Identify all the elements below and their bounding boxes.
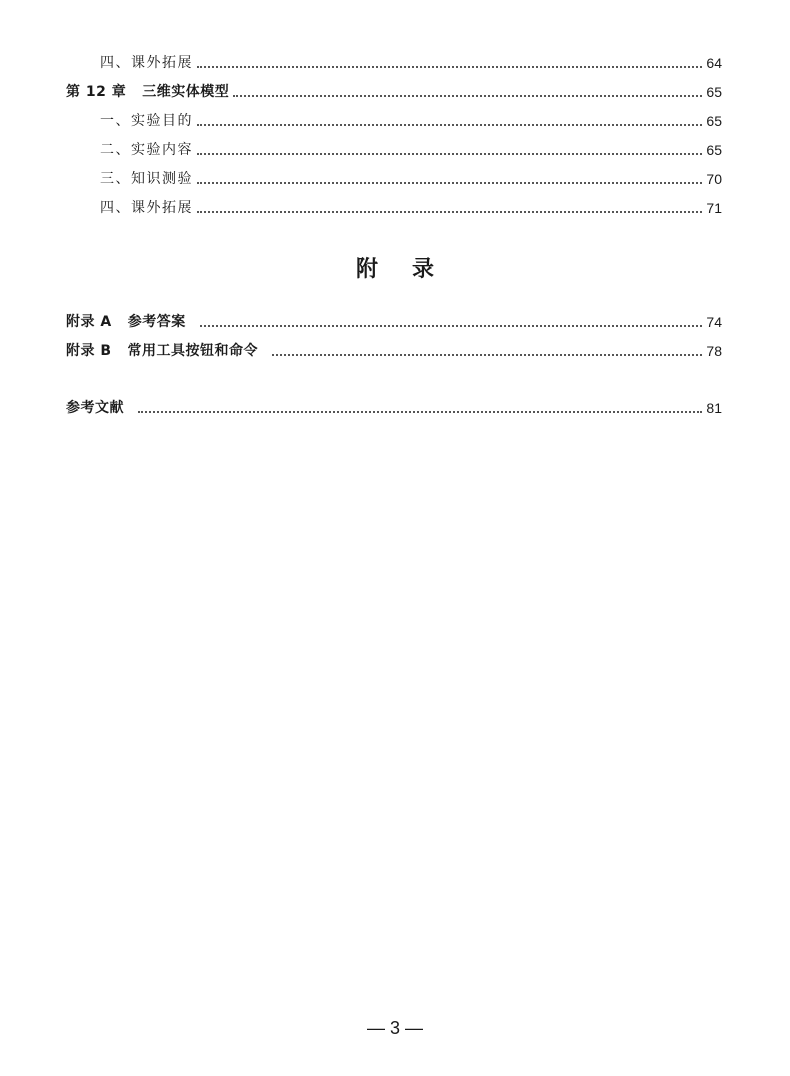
toc-entry-label: 四、课外拓展 [100, 200, 193, 216]
appendix-heading: 附录 [355, 257, 468, 282]
leader-dots [233, 95, 702, 97]
leader-dots [272, 354, 702, 356]
toc-chapter-label [66, 82, 229, 102]
toc-entry[interactable] [100, 198, 722, 218]
chapter-number: 第 12 章 [66, 84, 127, 100]
appendix-title: 参考答案 [127, 314, 186, 330]
leader-dots [197, 124, 702, 126]
toc-entry-page: 65 [706, 113, 722, 129]
toc-references-label: 参考文献 [66, 400, 124, 416]
toc-appendix-label [66, 341, 258, 361]
toc-entry-label: 三、知识测验 [100, 171, 193, 187]
page-number-footer: — 3 — [366, 1018, 423, 1038]
toc-entry-page: 71 [706, 200, 722, 216]
leader-dots [197, 211, 702, 213]
toc-appendix-label [66, 312, 186, 332]
leader-dots [197, 66, 702, 68]
toc-appendix-entry[interactable] [66, 341, 722, 361]
toc-appendix-entry[interactable] [66, 312, 722, 332]
toc-entry[interactable] [100, 53, 722, 73]
toc-entry-page: 64 [706, 55, 722, 71]
toc-entry-page: 65 [706, 142, 722, 158]
appendix-id: 附录 A [66, 314, 112, 330]
leader-dots [138, 411, 702, 413]
leader-dots [197, 182, 702, 184]
toc-references-entry[interactable] [66, 398, 722, 418]
toc-entry-label: 四、课外拓展 [100, 55, 193, 71]
toc-entry[interactable] [100, 140, 722, 160]
toc-entry-page: 65 [706, 84, 722, 100]
appendix-title: 常用工具按钮和命令 [127, 343, 259, 359]
toc-entry-page: 70 [706, 171, 722, 187]
leader-dots [197, 153, 702, 155]
toc-entry-page: 81 [706, 400, 722, 416]
toc-entry[interactable] [100, 111, 722, 131]
toc-entry[interactable] [100, 169, 722, 189]
toc-entry-label: 二、实验内容 [100, 142, 193, 158]
toc-entry-label: 一、实验目的 [100, 113, 193, 129]
chapter-title: 三维实体模型 [142, 84, 230, 100]
toc-entry-page: 74 [706, 314, 722, 330]
toc-chapter-entry[interactable] [66, 82, 722, 102]
toc-entry-page: 78 [706, 343, 722, 359]
leader-dots [200, 325, 703, 327]
appendix-id: 附录 B [66, 343, 112, 359]
